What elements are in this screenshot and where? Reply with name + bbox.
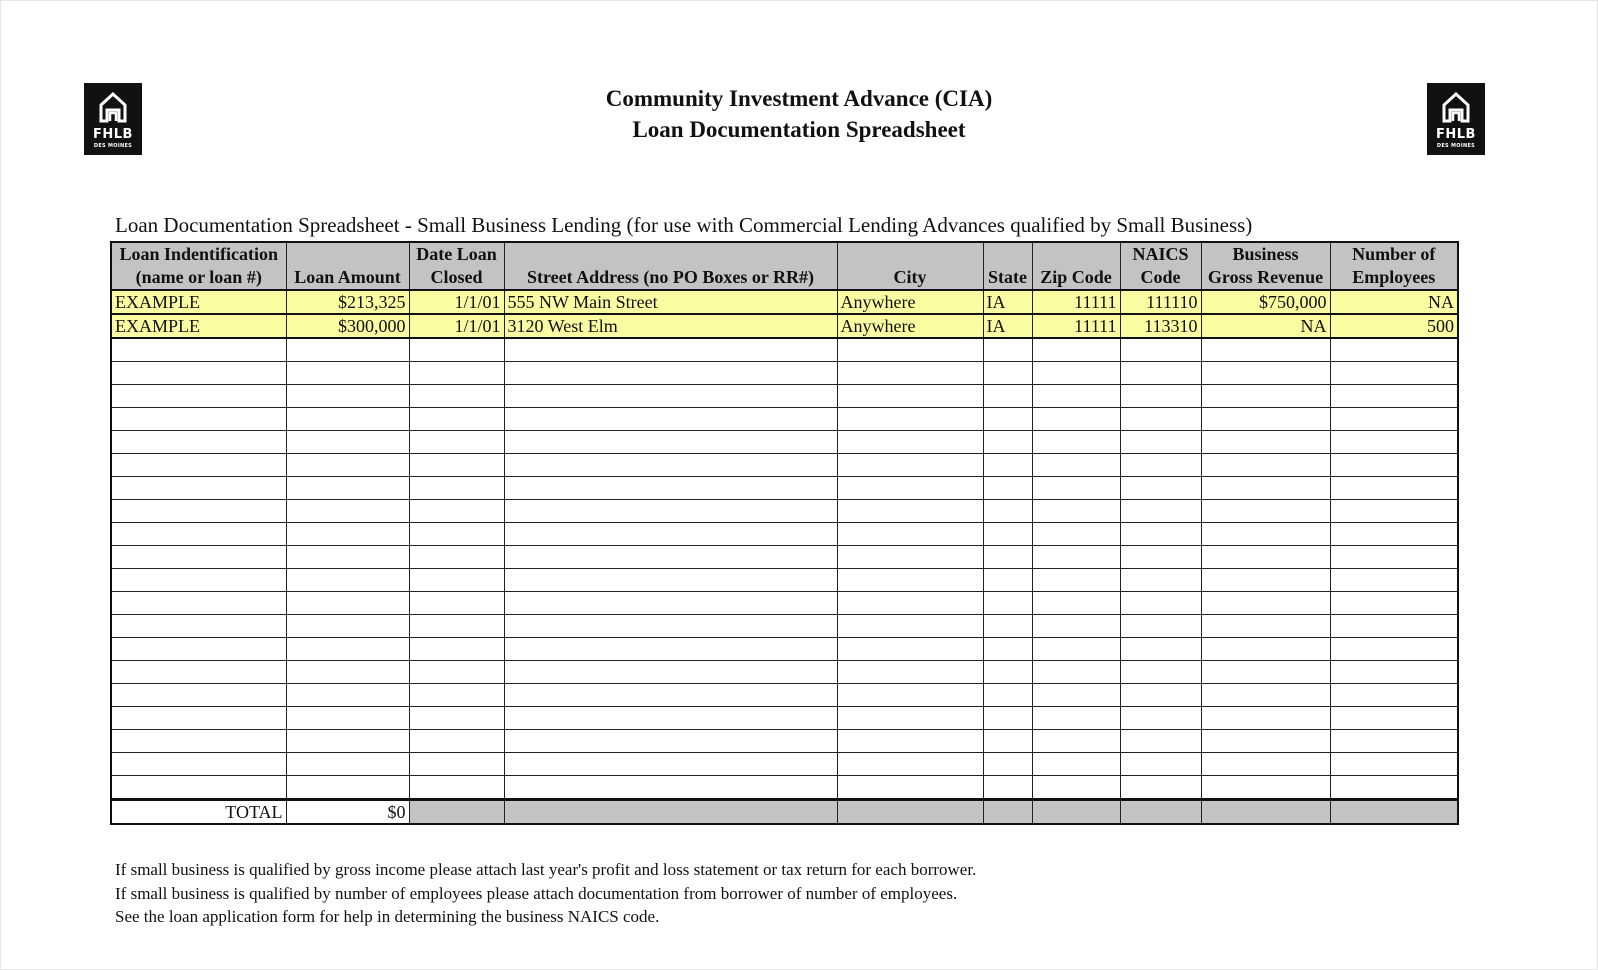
table-cell[interactable] (837, 684, 983, 707)
total-filler-cell (1201, 800, 1330, 825)
table-cell[interactable] (837, 362, 983, 385)
table-cell[interactable] (286, 569, 409, 592)
table-cell[interactable]: IA (983, 290, 1032, 314)
note-line: See the loan application form for help in determining the business NAICS code. (115, 907, 660, 926)
table-cell[interactable] (409, 385, 504, 408)
table-cell[interactable] (1032, 592, 1120, 615)
table-cell[interactable] (837, 615, 983, 638)
empty-row (111, 408, 1458, 431)
table-cell[interactable] (286, 684, 409, 707)
empty-row (111, 338, 1458, 362)
header-line: Loan Amount (294, 267, 401, 287)
table-cell[interactable] (409, 546, 504, 569)
table-cell[interactable]: EXAMPLE (111, 290, 286, 314)
column-header (111, 242, 286, 290)
header-line (508, 243, 834, 266)
table-cell[interactable] (1330, 661, 1458, 684)
table-cell[interactable] (1201, 615, 1330, 638)
total-filler-cell (409, 800, 504, 825)
header-line: (name or loan #) (135, 267, 262, 287)
empty-row (111, 684, 1458, 707)
table-cell[interactable]: NA (1330, 290, 1458, 314)
header-line: Gross Revenue (1207, 267, 1324, 287)
table-cell[interactable] (1120, 431, 1201, 454)
table-cell[interactable] (111, 638, 286, 661)
table-cell[interactable] (983, 592, 1032, 615)
empty-row (111, 431, 1458, 454)
table-cell[interactable] (409, 753, 504, 776)
table-cell[interactable]: 1/1/01 (409, 314, 504, 338)
table-cell[interactable] (837, 500, 983, 523)
header-row (111, 242, 1458, 290)
table-cell[interactable] (111, 661, 286, 684)
table-cell[interactable] (111, 431, 286, 454)
table-cell[interactable] (504, 592, 837, 615)
table-cell[interactable] (111, 500, 286, 523)
header-line: State (988, 267, 1027, 287)
total-label: TOTAL (111, 800, 286, 825)
table-cell[interactable]: 3120 West Elm (504, 314, 837, 338)
table-cell[interactable] (504, 638, 837, 661)
empty-row (111, 569, 1458, 592)
table-cell[interactable] (1201, 431, 1330, 454)
header-line: Loan Indentification (119, 244, 279, 264)
table-cell[interactable] (409, 684, 504, 707)
table-cell[interactable]: IA (983, 314, 1032, 338)
table-cell[interactable] (1120, 523, 1201, 546)
total-filler-cell (983, 800, 1032, 825)
table-cell[interactable]: Anywhere (837, 314, 983, 338)
table-cell[interactable] (983, 569, 1032, 592)
table-cell[interactable] (1032, 661, 1120, 684)
table-cell[interactable] (1120, 338, 1201, 362)
table-cell[interactable] (1201, 546, 1330, 569)
table-cell[interactable] (409, 776, 504, 800)
table-cell[interactable]: 111110 (1120, 290, 1201, 314)
header-line (841, 243, 980, 266)
table-cell[interactable] (504, 684, 837, 707)
table-cell[interactable] (1330, 776, 1458, 800)
table-cell[interactable] (1201, 684, 1330, 707)
table-cell[interactable] (837, 569, 983, 592)
table-cell[interactable] (409, 730, 504, 753)
table-cell[interactable] (111, 592, 286, 615)
table-cell[interactable] (504, 385, 837, 408)
table-cell[interactable] (504, 776, 837, 800)
table-cell[interactable] (286, 592, 409, 615)
column-header (409, 242, 504, 290)
table-cell[interactable] (286, 753, 409, 776)
table-cell[interactable] (111, 546, 286, 569)
table-cell[interactable] (837, 730, 983, 753)
total-amount: $0 (286, 800, 409, 825)
table-cell[interactable] (111, 338, 286, 362)
table-cell[interactable] (111, 569, 286, 592)
table-cell[interactable] (1330, 454, 1458, 477)
table-cell[interactable] (1032, 569, 1120, 592)
header-line: Closed (430, 267, 483, 287)
table-cell[interactable] (504, 523, 837, 546)
table-cell[interactable] (983, 753, 1032, 776)
table-cell[interactable] (111, 684, 286, 707)
header-line: Number of (1352, 244, 1436, 264)
table-cell[interactable] (1120, 546, 1201, 569)
table-cell[interactable]: 113310 (1120, 314, 1201, 338)
table-cell[interactable] (1032, 546, 1120, 569)
table-cell[interactable] (983, 338, 1032, 362)
table-cell[interactable] (1032, 500, 1120, 523)
empty-row (111, 615, 1458, 638)
table-cell[interactable] (1120, 776, 1201, 800)
table-cell[interactable] (286, 408, 409, 431)
header-line: Street Address (no PO Boxes or RR#) (527, 267, 814, 287)
table-cell[interactable] (111, 408, 286, 431)
column-header (286, 242, 409, 290)
total-row (111, 800, 1458, 825)
table-cell[interactable] (504, 454, 837, 477)
table-cell[interactable] (504, 362, 837, 385)
table-cell[interactable] (409, 408, 504, 431)
table-cell[interactable] (983, 385, 1032, 408)
empty-row (111, 500, 1458, 523)
table-cell[interactable] (1032, 362, 1120, 385)
table-cell[interactable] (983, 546, 1032, 569)
empty-row (111, 523, 1458, 546)
table-cell[interactable] (409, 661, 504, 684)
table-cell[interactable] (1330, 707, 1458, 730)
total-filler-cell (1120, 800, 1201, 825)
table-cell[interactable] (837, 592, 983, 615)
table-cell[interactable] (1120, 569, 1201, 592)
table-cell[interactable] (111, 477, 286, 500)
table-cell[interactable] (1330, 730, 1458, 753)
table-cell[interactable] (286, 454, 409, 477)
table-cell[interactable] (1120, 730, 1201, 753)
table-cell[interactable] (111, 454, 286, 477)
table-cell[interactable] (1120, 408, 1201, 431)
table-cell[interactable] (983, 684, 1032, 707)
table-cell[interactable] (1032, 385, 1120, 408)
table-cell[interactable] (1032, 776, 1120, 800)
table-cell[interactable] (504, 500, 837, 523)
empty-row (111, 362, 1458, 385)
table-cell[interactable] (983, 707, 1032, 730)
table-cell[interactable] (1120, 753, 1201, 776)
table-cell[interactable] (409, 707, 504, 730)
table-cell[interactable] (286, 707, 409, 730)
note-line: If small business is qualified by number of employees please attach documentation from borrower of number of employees. (115, 883, 958, 903)
table-cell[interactable] (837, 431, 983, 454)
header-line: Zip Code (1040, 267, 1112, 287)
table-cell[interactable] (286, 431, 409, 454)
table-cell[interactable] (1330, 592, 1458, 615)
table-cell[interactable] (837, 454, 983, 477)
table-cell[interactable] (1032, 408, 1120, 431)
empty-row (111, 661, 1458, 684)
empty-row (111, 753, 1458, 776)
total-filler-cell (1032, 800, 1120, 825)
empty-row (111, 546, 1458, 569)
table-cell[interactable]: 11111 (1032, 314, 1120, 338)
empty-row (111, 592, 1458, 615)
table-cell[interactable] (837, 776, 983, 800)
table-cell[interactable] (837, 477, 983, 500)
table-cell[interactable] (1330, 500, 1458, 523)
table-cell[interactable] (1032, 615, 1120, 638)
table-cell[interactable] (111, 707, 286, 730)
empty-row (111, 454, 1458, 477)
column-header (504, 242, 837, 290)
header-line: Business (1232, 244, 1299, 264)
total-filler-cell (837, 800, 983, 825)
table-cell[interactable] (1032, 431, 1120, 454)
table-cell[interactable] (983, 408, 1032, 431)
table-cell[interactable] (286, 776, 409, 800)
table-cell[interactable] (1120, 638, 1201, 661)
table-cell[interactable] (1032, 523, 1120, 546)
page-title: Community Investment Advance (CIA) (605, 86, 993, 111)
table-cell[interactable] (1330, 408, 1458, 431)
table-cell[interactable] (1032, 753, 1120, 776)
header-line: Employees (1352, 267, 1436, 287)
total-filler-cell (1330, 800, 1458, 825)
table-cell[interactable] (1201, 338, 1330, 362)
table-cell[interactable] (1120, 592, 1201, 615)
table-cell[interactable] (1330, 546, 1458, 569)
table-cell[interactable] (1201, 408, 1330, 431)
table-cell[interactable] (504, 615, 837, 638)
table-cell[interactable] (1032, 707, 1120, 730)
table-cell[interactable] (983, 500, 1032, 523)
table-cell[interactable] (409, 569, 504, 592)
table-cell[interactable]: $750,000 (1201, 290, 1330, 314)
empty-row (111, 385, 1458, 408)
empty-row (111, 707, 1458, 730)
table-cell[interactable] (837, 753, 983, 776)
logo-text: FHLB (1436, 127, 1476, 142)
table-cell[interactable] (983, 362, 1032, 385)
table-cell[interactable] (1032, 477, 1120, 500)
table-cell[interactable] (111, 776, 286, 800)
table-cell[interactable] (504, 431, 837, 454)
table-cell[interactable] (286, 385, 409, 408)
table-cell[interactable] (1201, 454, 1330, 477)
table-cell[interactable] (1201, 477, 1330, 500)
table-cell[interactable] (983, 638, 1032, 661)
table-cell[interactable] (1330, 569, 1458, 592)
table-cell[interactable] (504, 477, 837, 500)
table-cell[interactable] (837, 385, 983, 408)
table-cell[interactable] (111, 753, 286, 776)
column-header (1201, 242, 1330, 290)
table-cell[interactable] (1201, 638, 1330, 661)
table-cell[interactable]: 11111 (1032, 290, 1120, 314)
column-header (1032, 242, 1120, 290)
table-cell[interactable] (286, 523, 409, 546)
table-cell[interactable] (1201, 523, 1330, 546)
table-cell[interactable] (1330, 385, 1458, 408)
table-cell[interactable] (1032, 454, 1120, 477)
table-cell[interactable] (1201, 707, 1330, 730)
table-cell[interactable] (286, 730, 409, 753)
table-cell[interactable] (286, 546, 409, 569)
table-cell[interactable] (837, 638, 983, 661)
table-cell[interactable] (286, 362, 409, 385)
table-cell[interactable] (504, 408, 837, 431)
table-cell[interactable] (983, 477, 1032, 500)
table-cell[interactable] (1330, 753, 1458, 776)
table-cell[interactable] (504, 338, 837, 362)
table-cell[interactable] (1032, 338, 1120, 362)
empty-row (111, 776, 1458, 800)
table-cell[interactable] (983, 661, 1032, 684)
table-cell[interactable] (1201, 661, 1330, 684)
table-cell[interactable] (286, 500, 409, 523)
table-cell[interactable] (1032, 684, 1120, 707)
table-cell[interactable] (409, 338, 504, 362)
table-cell[interactable]: 500 (1330, 314, 1458, 338)
table-cell[interactable]: 1/1/01 (409, 290, 504, 314)
table-cell[interactable] (286, 615, 409, 638)
table-cell[interactable] (1120, 362, 1201, 385)
table-cell[interactable] (1330, 615, 1458, 638)
table-cell[interactable] (1330, 338, 1458, 362)
table-cell[interactable] (504, 707, 837, 730)
table-cell[interactable] (504, 546, 837, 569)
column-header (1120, 242, 1201, 290)
table-cell[interactable] (983, 431, 1032, 454)
table-cell[interactable] (111, 385, 286, 408)
table-cell[interactable] (286, 338, 409, 362)
table-cell[interactable] (1120, 454, 1201, 477)
table-cell[interactable] (1201, 385, 1330, 408)
example-row (111, 314, 1458, 338)
table-cell[interactable] (286, 638, 409, 661)
table-cell[interactable]: $213,325 (286, 290, 409, 314)
logo-text: FHLB (93, 127, 133, 142)
total-filler-cell (504, 800, 837, 825)
table-cell[interactable] (1330, 477, 1458, 500)
table-cell[interactable]: NA (1201, 314, 1330, 338)
header-line: NAICS (1132, 244, 1189, 264)
empty-row (111, 730, 1458, 753)
table-cell[interactable] (1330, 684, 1458, 707)
header-line: Date Loan (416, 244, 497, 264)
table-cell[interactable] (1330, 638, 1458, 661)
table-cell[interactable] (504, 569, 837, 592)
header-line: Code (1140, 267, 1181, 287)
table-cell[interactable] (504, 730, 837, 753)
table-cell[interactable] (1032, 638, 1120, 661)
table-cell[interactable] (983, 730, 1032, 753)
table-cell[interactable] (1120, 500, 1201, 523)
table-cell[interactable] (1032, 730, 1120, 753)
table-cell[interactable] (409, 454, 504, 477)
table-cell[interactable] (409, 362, 504, 385)
table-cell[interactable] (111, 523, 286, 546)
table-cell[interactable] (1330, 523, 1458, 546)
table-cell[interactable] (1120, 707, 1201, 730)
logo-subtext: DES MOINES (93, 143, 133, 149)
table-cell[interactable] (837, 523, 983, 546)
table-cell[interactable] (409, 638, 504, 661)
empty-row (111, 638, 1458, 661)
table-cell[interactable] (286, 661, 409, 684)
loan-documentation-table (110, 241, 1459, 825)
header-line (1036, 243, 1117, 266)
table-caption: Loan Documentation Spreadsheet - Small Business Lending (for use with Commercial Lending Advances qualified by Small Business) (115, 213, 1253, 237)
table-cell[interactable] (409, 431, 504, 454)
table-cell[interactable] (1201, 592, 1330, 615)
table-cell[interactable] (286, 477, 409, 500)
table-cell[interactable] (504, 661, 837, 684)
table-cell[interactable] (1201, 753, 1330, 776)
table-cell[interactable]: Anywhere (837, 290, 983, 314)
table-cell[interactable] (983, 776, 1032, 800)
table-cell[interactable] (1120, 615, 1201, 638)
page-subtitle: Loan Documentation Spreadsheet (632, 117, 966, 142)
table-cell[interactable]: 555 NW Main Street (504, 290, 837, 314)
table-cell[interactable] (837, 546, 983, 569)
table-cell[interactable] (1201, 776, 1330, 800)
table-cell[interactable] (1120, 385, 1201, 408)
table-cell[interactable] (837, 661, 983, 684)
table-cell[interactable] (837, 408, 983, 431)
table-cell[interactable] (1330, 431, 1458, 454)
table-cell[interactable] (983, 523, 1032, 546)
notes (115, 858, 976, 929)
table-cell[interactable] (111, 730, 286, 753)
example-row (111, 290, 1458, 314)
column-header (1330, 242, 1458, 290)
header-line (290, 243, 406, 266)
empty-row (111, 477, 1458, 500)
table-cell[interactable] (504, 753, 837, 776)
table-cell[interactable]: $300,000 (286, 314, 409, 338)
column-header (983, 242, 1032, 290)
table-cell[interactable] (409, 592, 504, 615)
table-cell[interactable] (409, 523, 504, 546)
table-cell[interactable] (983, 615, 1032, 638)
table-cell[interactable] (1201, 730, 1330, 753)
table-cell[interactable] (1120, 684, 1201, 707)
table-cell[interactable] (409, 500, 504, 523)
table-cell[interactable] (111, 362, 286, 385)
table-cell[interactable] (1201, 362, 1330, 385)
table-cell[interactable] (1330, 362, 1458, 385)
table-cell[interactable] (409, 477, 504, 500)
table-cell[interactable] (409, 615, 504, 638)
table-cell[interactable] (111, 615, 286, 638)
note-line: If small business is qualified by gross income please attach last year's profit and loss statement or tax return for each borrower. (115, 860, 977, 879)
header-line (987, 243, 1029, 266)
table-cell[interactable] (837, 707, 983, 730)
table-cell[interactable] (1201, 569, 1330, 592)
table-cell[interactable] (1120, 477, 1201, 500)
table-cell[interactable] (1120, 661, 1201, 684)
table-cell[interactable]: EXAMPLE (111, 314, 286, 338)
column-header (837, 242, 983, 290)
table-cell[interactable] (837, 338, 983, 362)
header-line: City (893, 267, 927, 287)
logo-subtext: DES MOINES (1436, 143, 1476, 149)
table-cell[interactable] (983, 454, 1032, 477)
table-cell[interactable] (1201, 500, 1330, 523)
